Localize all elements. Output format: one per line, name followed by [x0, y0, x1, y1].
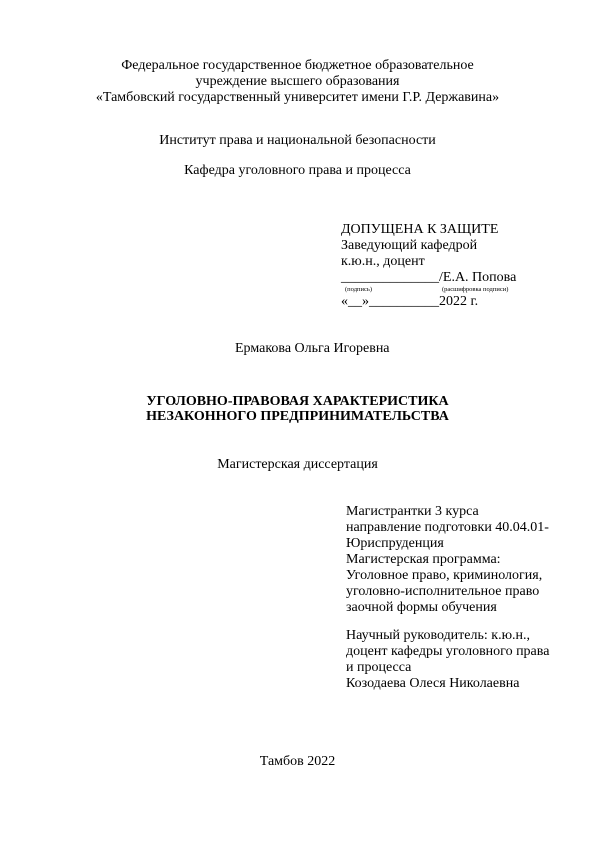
institute-name: Институт права и национальной безопасности [159, 133, 436, 148]
department-name: Кафедра уголовного права и процесса [184, 163, 411, 178]
supervisor-line-4: Козодаева Олеся Николаевна [346, 676, 520, 691]
city-year: Тамбов 2022 [259, 754, 336, 769]
approval-heading: ДОПУЩЕНА К ЗАЩИТЕ [341, 222, 499, 237]
supervisor-line-1: Научный руководитель: к.ю.н., [346, 628, 531, 643]
student-line-5: Уголовное право, криминология, [346, 568, 543, 583]
thesis-title-line-1: УГОЛОВНО-ПРАВОВАЯ ХАРАКТЕРИСТИКА [146, 394, 449, 409]
org-name-line-2: учреждение высшего образования [195, 74, 400, 89]
approval-degree: к.ю.н., доцент [341, 254, 425, 269]
student-line-6: уголовно-исполнительное право [346, 584, 540, 599]
supervisor-block [346, 628, 576, 692]
signature-captions [341, 286, 571, 294]
approval-position: Заведующий кафедрой [341, 238, 478, 253]
university-name: «Тамбовский государственный университет имени Г.Р. Державина» [95, 90, 500, 105]
thesis-title [0, 394, 595, 424]
student-line-7: заочной формы обучения [346, 600, 497, 615]
student-block [346, 504, 576, 616]
student-line-1: Магистрантки 3 курса [346, 504, 479, 519]
student-line-4: Магистерская программа: [346, 552, 501, 567]
author-name: Ермакова Ольга Игоревна [235, 341, 390, 356]
approval-date-line: «__»__________2022 г. [341, 294, 479, 309]
caption-decode: (расшифровка подписи) [442, 286, 509, 293]
thesis-title-line-2: НЕЗАКОННОГО ПРЕДПРИНИМАТЕЛЬСТВА [146, 409, 449, 424]
student-line-2: направление подготовки 40.04.01- [346, 520, 549, 535]
approval-signature-line: ______________/Е.А. Попова [341, 270, 517, 285]
approval-block [341, 222, 571, 310]
org-name-line-1: Федеральное государственное бюджетное образовательное [121, 58, 474, 73]
work-type: Магистерская диссертация [217, 457, 378, 472]
caption-signature: (подпись) [345, 286, 372, 293]
supervisor-line-3: и процесса [346, 660, 412, 675]
supervisor-line-2: доцент кафедры уголовного права [346, 644, 550, 659]
student-line-3: Юриспруденция [346, 536, 444, 551]
